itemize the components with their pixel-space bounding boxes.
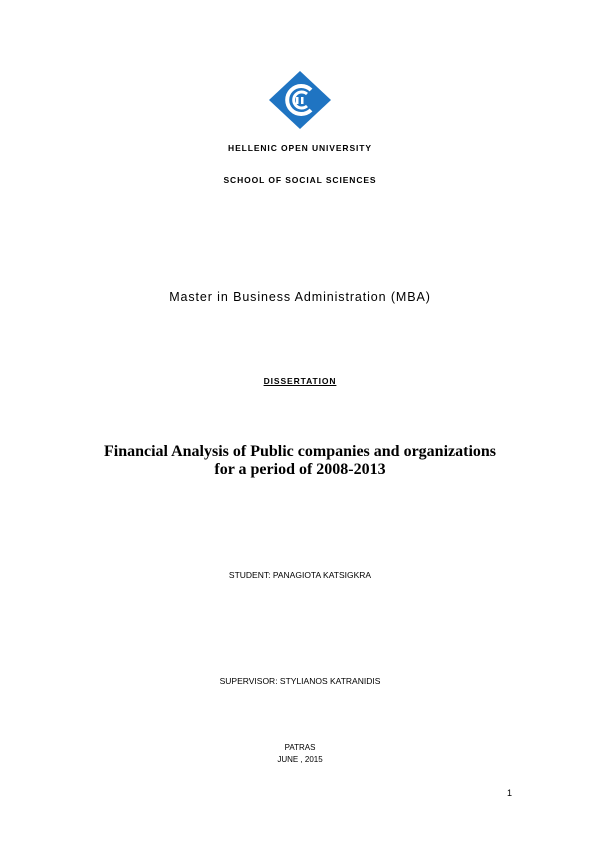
document-type: DISSERTATION	[263, 376, 337, 386]
title-line-1: Financial Analysis of Public companies and organizations	[103, 443, 497, 460]
supervisor-name: SUPERVISOR: STYLIANOS KATRANIDIS	[219, 676, 381, 686]
university-logo-icon	[268, 70, 332, 130]
place: PATRAS	[284, 743, 316, 752]
date: JUNE , 2015	[277, 755, 323, 764]
place-date	[0, 742, 600, 766]
university-name: HELLENIC OPEN UNIVERSITY	[228, 143, 372, 153]
program-name: Master in Business Administration (MBA)	[169, 290, 431, 304]
title-line-2: for a period of 2008-2013	[214, 461, 386, 478]
student-name: STUDENT: PANAGIOTA KATSIGKRA	[228, 570, 372, 580]
page-number: 1	[506, 788, 512, 798]
school-name: SCHOOL OF SOCIAL SCIENCES	[223, 175, 377, 185]
dissertation-title	[0, 443, 600, 479]
